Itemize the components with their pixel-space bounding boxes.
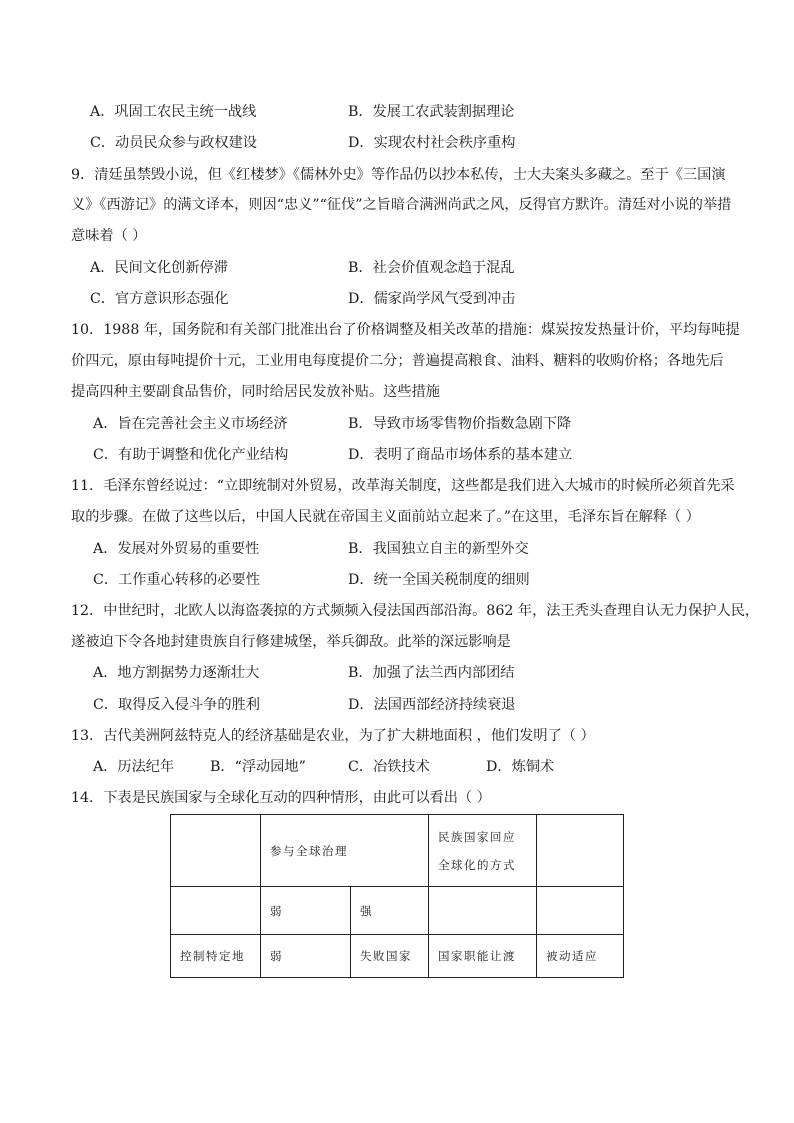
q12-stem-line-2: 遂被迫下令各地封建贵族自行修建城堡，举兵御敌。此举的深远影响是	[71, 634, 511, 650]
q14-cell-function-transfer: 国家职能让渡	[429, 935, 537, 978]
q14-cell-empty	[171, 815, 261, 887]
q8-option-b: B．发展工农武装割据理论	[348, 104, 515, 120]
q12-option-a: A．地方割据势力逐渐壮大	[93, 665, 260, 681]
q8-option-a: A．巩固工农民主统一战线	[90, 104, 257, 120]
q14-cell-empty	[171, 887, 261, 935]
q13-option-a: A．历法纪年	[93, 759, 175, 775]
q9-option-d: D．儒家尚学风气受到冲击	[348, 291, 516, 307]
q14-table-row-3	[171, 935, 624, 978]
q11-stem-line-2: 取的步骤。在做了这些以后，中国人民就在帝国主义面前站立起来了。”在这里，毛泽东旨在解释（ ）	[71, 509, 700, 525]
q9-option-a: A．民间文化创新停滞	[90, 260, 228, 276]
q10-stem-line-1: 10．1988 年，国务院和有关部门批准出台了价格调整及相关改革的措施：煤炭按发热量计价，平均每吨提	[71, 322, 740, 338]
q14-table-row-2	[171, 887, 624, 935]
q14-cell-weak: 弱	[261, 935, 351, 978]
q11-option-b: B．我国独立自主的新型外交	[348, 541, 529, 557]
q11-option-c: C．工作重心转移的必要性	[93, 572, 260, 588]
q14-cell-failed-state: 失败国家	[351, 935, 429, 978]
q11-option-d: D．统一全国关税制度的细则	[348, 572, 530, 588]
q12-stem-line-1: 12．中世纪时，北欧人以海盗袭掠的方式频频入侵法国西部沿海。862 年，法王秃头查理自认无力保护人民，	[71, 603, 760, 619]
q9-option-c: C．官方意识形态强化	[90, 291, 229, 307]
q14-cell-response-mode	[429, 815, 537, 887]
q13-option-d: D．炼铜术	[486, 759, 555, 775]
q14-cell-weak: 弱	[261, 887, 351, 935]
q14-cell-empty	[537, 887, 624, 935]
q11-stem-line-1: 11．毛泽东曾经说过：“立即统制对外贸易，改革海关制度，这些都是我们进入大城市的时候所必须首先采	[71, 478, 735, 494]
q12-option-d: D．法国西部经济持续衰退	[348, 697, 516, 713]
q9-option-b: B．社会价值观念趋于混乱	[348, 260, 515, 276]
q10-option-d: D．表明了商品市场体系的基本建立	[348, 447, 573, 463]
q12-option-c: C．取得反入侵斗争的胜利	[93, 697, 260, 713]
q14-cell-control-territory: 控制特定地	[171, 935, 261, 978]
q8-option-d: D．实现农村社会秩序重构	[348, 135, 516, 151]
q14-cell-empty	[537, 815, 624, 887]
q9-stem-line-2: 义》《西游记》的满文译本，则因“忠义”“征伐”之旨暗合满洲尚武之风，反得官方默许。清廷对小说的举措	[71, 197, 732, 213]
q13-option-c: C．冶铁技术	[348, 759, 430, 775]
q12-option-b: B．加强了法兰西内部团结	[348, 665, 515, 681]
q10-option-b: B．导致市场零售物价指数急剧下降	[348, 416, 572, 432]
q14-cell-global-governance: 参与全球治理	[261, 815, 429, 887]
q11-option-a: A．发展对外贸易的重要性	[93, 541, 260, 557]
q10-option-a: A．旨在完善社会主义市场经济	[93, 416, 288, 432]
q13-stem: 13．古代美洲阿兹特克人的经济基础是农业，为了扩大耕地面积 ，他们发明了（ ）	[71, 728, 595, 744]
q14-table	[170, 814, 624, 978]
q10-option-c: C．有助于调整和优化产业结构	[93, 447, 289, 463]
q14-cell-strong: 强	[351, 887, 429, 935]
q9-stem-line-1: 9．清廷虽禁毁小说，但《红楼梦》《儒林外史》等作品仍以抄本私传，士大夫案头多藏之。至于《三国演	[71, 167, 726, 183]
q14-table-row-1	[171, 815, 624, 887]
q14-cell-passive-adapt: 被动适应	[537, 935, 624, 978]
q9-stem-line-3: 意味着（ ）	[71, 228, 147, 244]
q10-stem-line-3: 提高四种主要副食品售价，同时给居民发放补贴。这些措施	[71, 384, 440, 400]
q14-cell-response-mode-line-1: 民族国家回应	[438, 829, 516, 844]
q13-option-b: B．“浮动园地”	[210, 759, 306, 775]
q14-cell-response-mode-line-2: 全球化的方式	[438, 857, 516, 872]
q14-stem: 14．下表是民族国家与全球化互动的四种情形，由此可以看出（ ）	[71, 790, 491, 806]
q10-stem-line-2: 价四元，原由每吨提价十元，工业用电每度提价二分；普遍提高粮食、油料、糖料的收购价格；各地先后	[71, 353, 724, 369]
q14-cell-empty	[429, 887, 537, 935]
q8-option-c: C．动员民众参与政权建设	[90, 135, 257, 151]
